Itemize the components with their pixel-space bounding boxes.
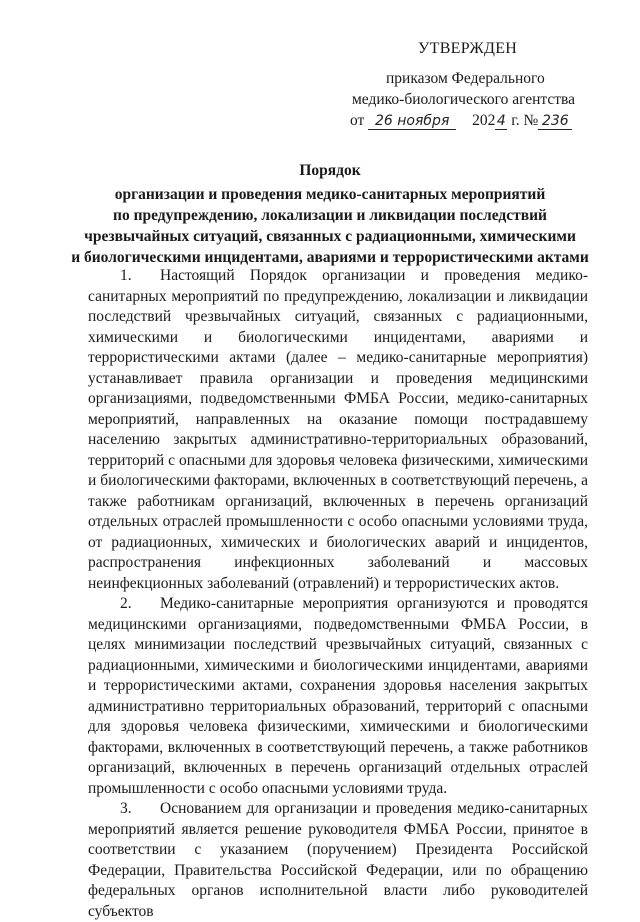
order-number-handwritten: 236 (538, 114, 572, 130)
title-line: Порядок (299, 162, 361, 179)
document-title (60, 160, 600, 268)
title-line: по предупреждению, локализации и ликвидации последствий (113, 207, 547, 224)
year-handwritten: 4 (496, 113, 506, 129)
approval-line-order: приказом Федерального (386, 70, 545, 87)
paragraph-2 (88, 594, 588, 799)
paragraph-1 (88, 266, 588, 594)
date-handwritten: 26 ноября (368, 114, 456, 130)
document-body (88, 266, 588, 922)
title-line: чрезвычайных ситуаций, связанных с радиационными, химическими (84, 228, 576, 245)
year-suffix: г. № (511, 112, 539, 129)
paragraph-text: Основанием для организации и проведения медико-санитарных мероприятий является решение руководителя ФМБА России, принятое в соответствии с указанием (поручением) Президента Российской Федерации, Правительства Российской Федерации, или по обращению федеральных органов исполнительной власти либо руководителей субъектов (88, 800, 588, 920)
approval-date-line (350, 112, 572, 130)
paragraph-number: 1. (120, 267, 132, 284)
paragraph-number: 2. (120, 595, 132, 612)
title-line: и биологическими инцидентами, авариями и террористическими актами (71, 249, 589, 266)
approval-heading: УТВЕРЖДЕН (418, 40, 518, 57)
paragraph-text: Настоящий Порядок организации и проведения медико-санитарных мероприятий по предупреждению, локализации и ликвидации последствий чрезвычайных ситуаций, связанных с радиационными, химическими и биологическими инцидентами, авариями и террористическими актами (далее – медико-санитарные мероприятия) устанавливает правила организации и проведения медицинскими организациями, подведомственными ФМБА России, медико-санитарных мероприятий, направленных на оказание помощи пострадавшему населению закрытых административно-территориальных образований, территорий с опасными для здоровья человека физическими, химическими и биологическими факторами, включенных в соответствующий перечень, а также работникам организаций, включенных в перечень организаций отдельных отраслей промышленности с особо опасными условиями труда, от радиационных, химических и биологических аварий и инцидентов, распространения инфекционных заболеваний и массовых неинфекционных заболеваний (отравлений) и террористических актов. (88, 267, 588, 592)
paragraph-number: 3. (120, 800, 132, 817)
paragraph-text: Медико-санитарные мероприятия организуются и проводятся медицинскими организациями, подведомственными ФМБА России, в целях минимизации последствий чрезвычайных ситуаций, связанных с радиационными, химическими и биологическими инцидентами, авариями и террористическими актами, сохранения здоровья населения закрытых административно территориальных образований, территорий с опасными для здоровья человека физическими, химическими и биологическими факторами, включенных в соответствующий перечень, а также работников организаций, включенных в перечень организаций отдельных отраслей промышленности с особо опасными условиями труда. (88, 595, 588, 797)
from-label: от (350, 112, 365, 129)
title-line: организации и проведения медико-санитарных мероприятий (114, 186, 546, 203)
paragraph-3 (88, 799, 588, 922)
year-prefix: 202 (472, 112, 496, 129)
approval-line-agency: медико-биологического агентства (352, 91, 576, 108)
